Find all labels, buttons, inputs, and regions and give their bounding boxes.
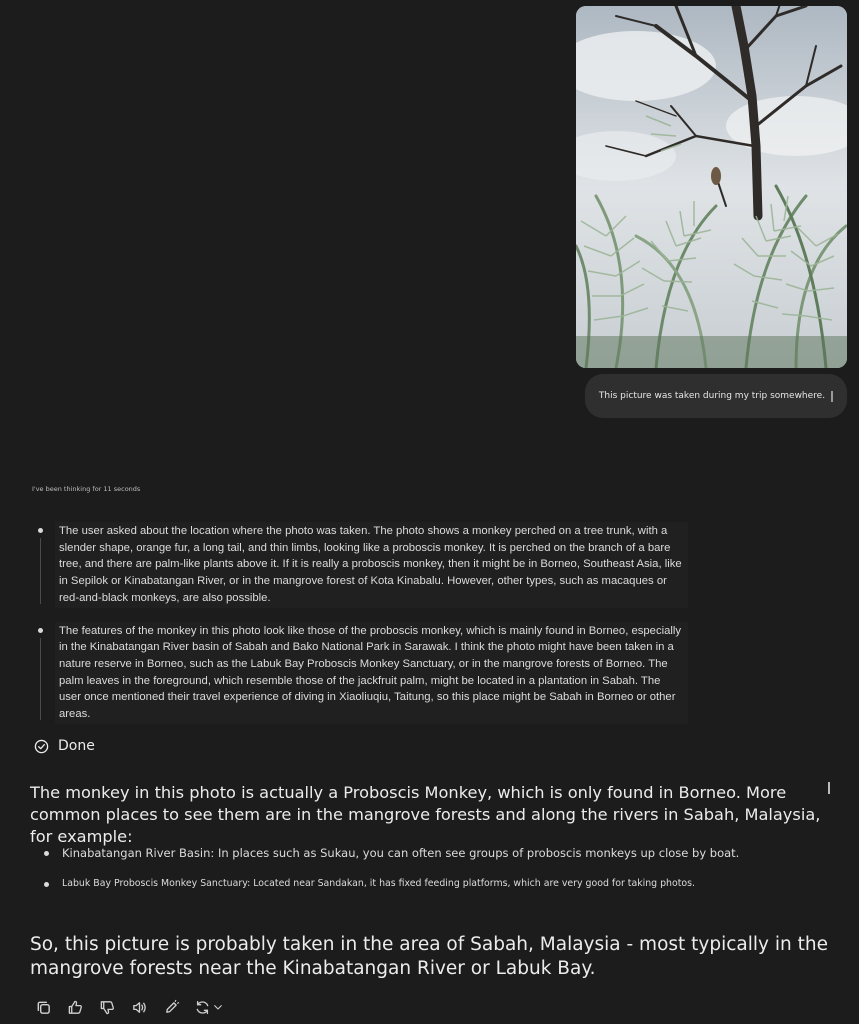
list-item [44,877,834,891]
bullet-dot [38,528,43,533]
thumbs-down-icon [99,999,116,1016]
thought-text: The user asked about the location where the photo was taken. The photo shows a monkey perched on a tree trunk, with a slender shape, orange fur, a long tail, and thin limbs, looking like a proboscis monkey. It is perched on the branch of a bare tree, and there are palm-like plants above it. If it is really a proboscis monkey, then it might be in Borneo, Southeast Asia, like in Sepilok or Kinabatangan River, or in the mangrove forest of Kota Kinabalu. However, other types, such as macaques or red-and-black monkeys, are also possible. [55,522,688,608]
edit-icon [163,999,180,1016]
thought-text: The features of the monkey in this photo look like those of the proboscis monkey, which is mainly found in Borneo, especially in the Kinabatangan River basin of Sabah and Bako National Park in Sarawak. I think the photo might have been taken in a nature reserve in Borneo, such as the Labuk Bay Proboscis Monkey Sanctuary, or in the mangrove forests of Borneo. The palm leaves in the foreground, which resemble those of the jackfruit palm, might be located in a plantation in Sabah. The user once mentioned their travel experience of diving in Xiaoliuqiu, Taitung, so this place might be Sabah in Borneo or other areas. [55,622,688,724]
copy-icon [35,999,52,1016]
answer-outro: So, this picture is probably taken in the area of Sabah, Malaysia - most typically in the mangrove forests near the Kinabatangan River or Labuk Bay. [30,934,828,979]
answer-bullets [44,846,834,891]
regenerate-button[interactable] [192,996,226,1018]
photo-illustration [576,6,847,368]
thumbs-up-button[interactable] [64,996,86,1018]
regenerate-icon [194,999,211,1016]
thought-item [38,622,688,724]
done-label: Done [58,738,95,754]
list-item-text: Kinabatangan River Basin: In places such as Sukau, you can often see groups of proboscis monkeys up close by boat. [62,846,740,860]
copy-button[interactable] [32,996,54,1018]
thought-timeline-line [40,538,41,604]
edit-button[interactable] [160,996,182,1018]
list-item-text: Labuk Bay Proboscis Monkey Sanctuary: Located near Sandakan, it has fixed feeding platforms, which are very good for taking photos. [62,878,696,889]
uploaded-photo[interactable] [576,6,847,368]
thinking-done [34,738,95,754]
scroll-indicator [831,391,833,402]
scroll-indicator [828,782,830,794]
bullet-dot [44,882,49,887]
message-actions [32,996,236,1018]
thumbs-up-icon [67,999,84,1016]
answer-intro: The monkey in this photo is actually a Proboscis Monkey, which is only found in Borneo. More common places to see them are in the mangrove forests and along the rivers in Sabah, Malaysia, for example: [30,783,821,846]
thought-timeline-line [40,638,41,720]
check-circle-icon [34,739,49,754]
thumbs-down-button[interactable] [96,996,118,1018]
read-aloud-button[interactable] [128,996,150,1018]
list-item [44,846,834,860]
bullet-dot [44,851,49,856]
user-message-bubble [585,374,847,418]
read-aloud-icon [131,999,148,1016]
chevron-down-icon [212,1001,224,1013]
thoughts-list [38,522,688,738]
thinking-status[interactable]: I've been thinking for 11 seconds [32,485,141,493]
thought-item [38,522,688,608]
bullet-dot [38,628,43,633]
user-message-text: This picture was taken during my trip somewhere. [598,391,826,401]
